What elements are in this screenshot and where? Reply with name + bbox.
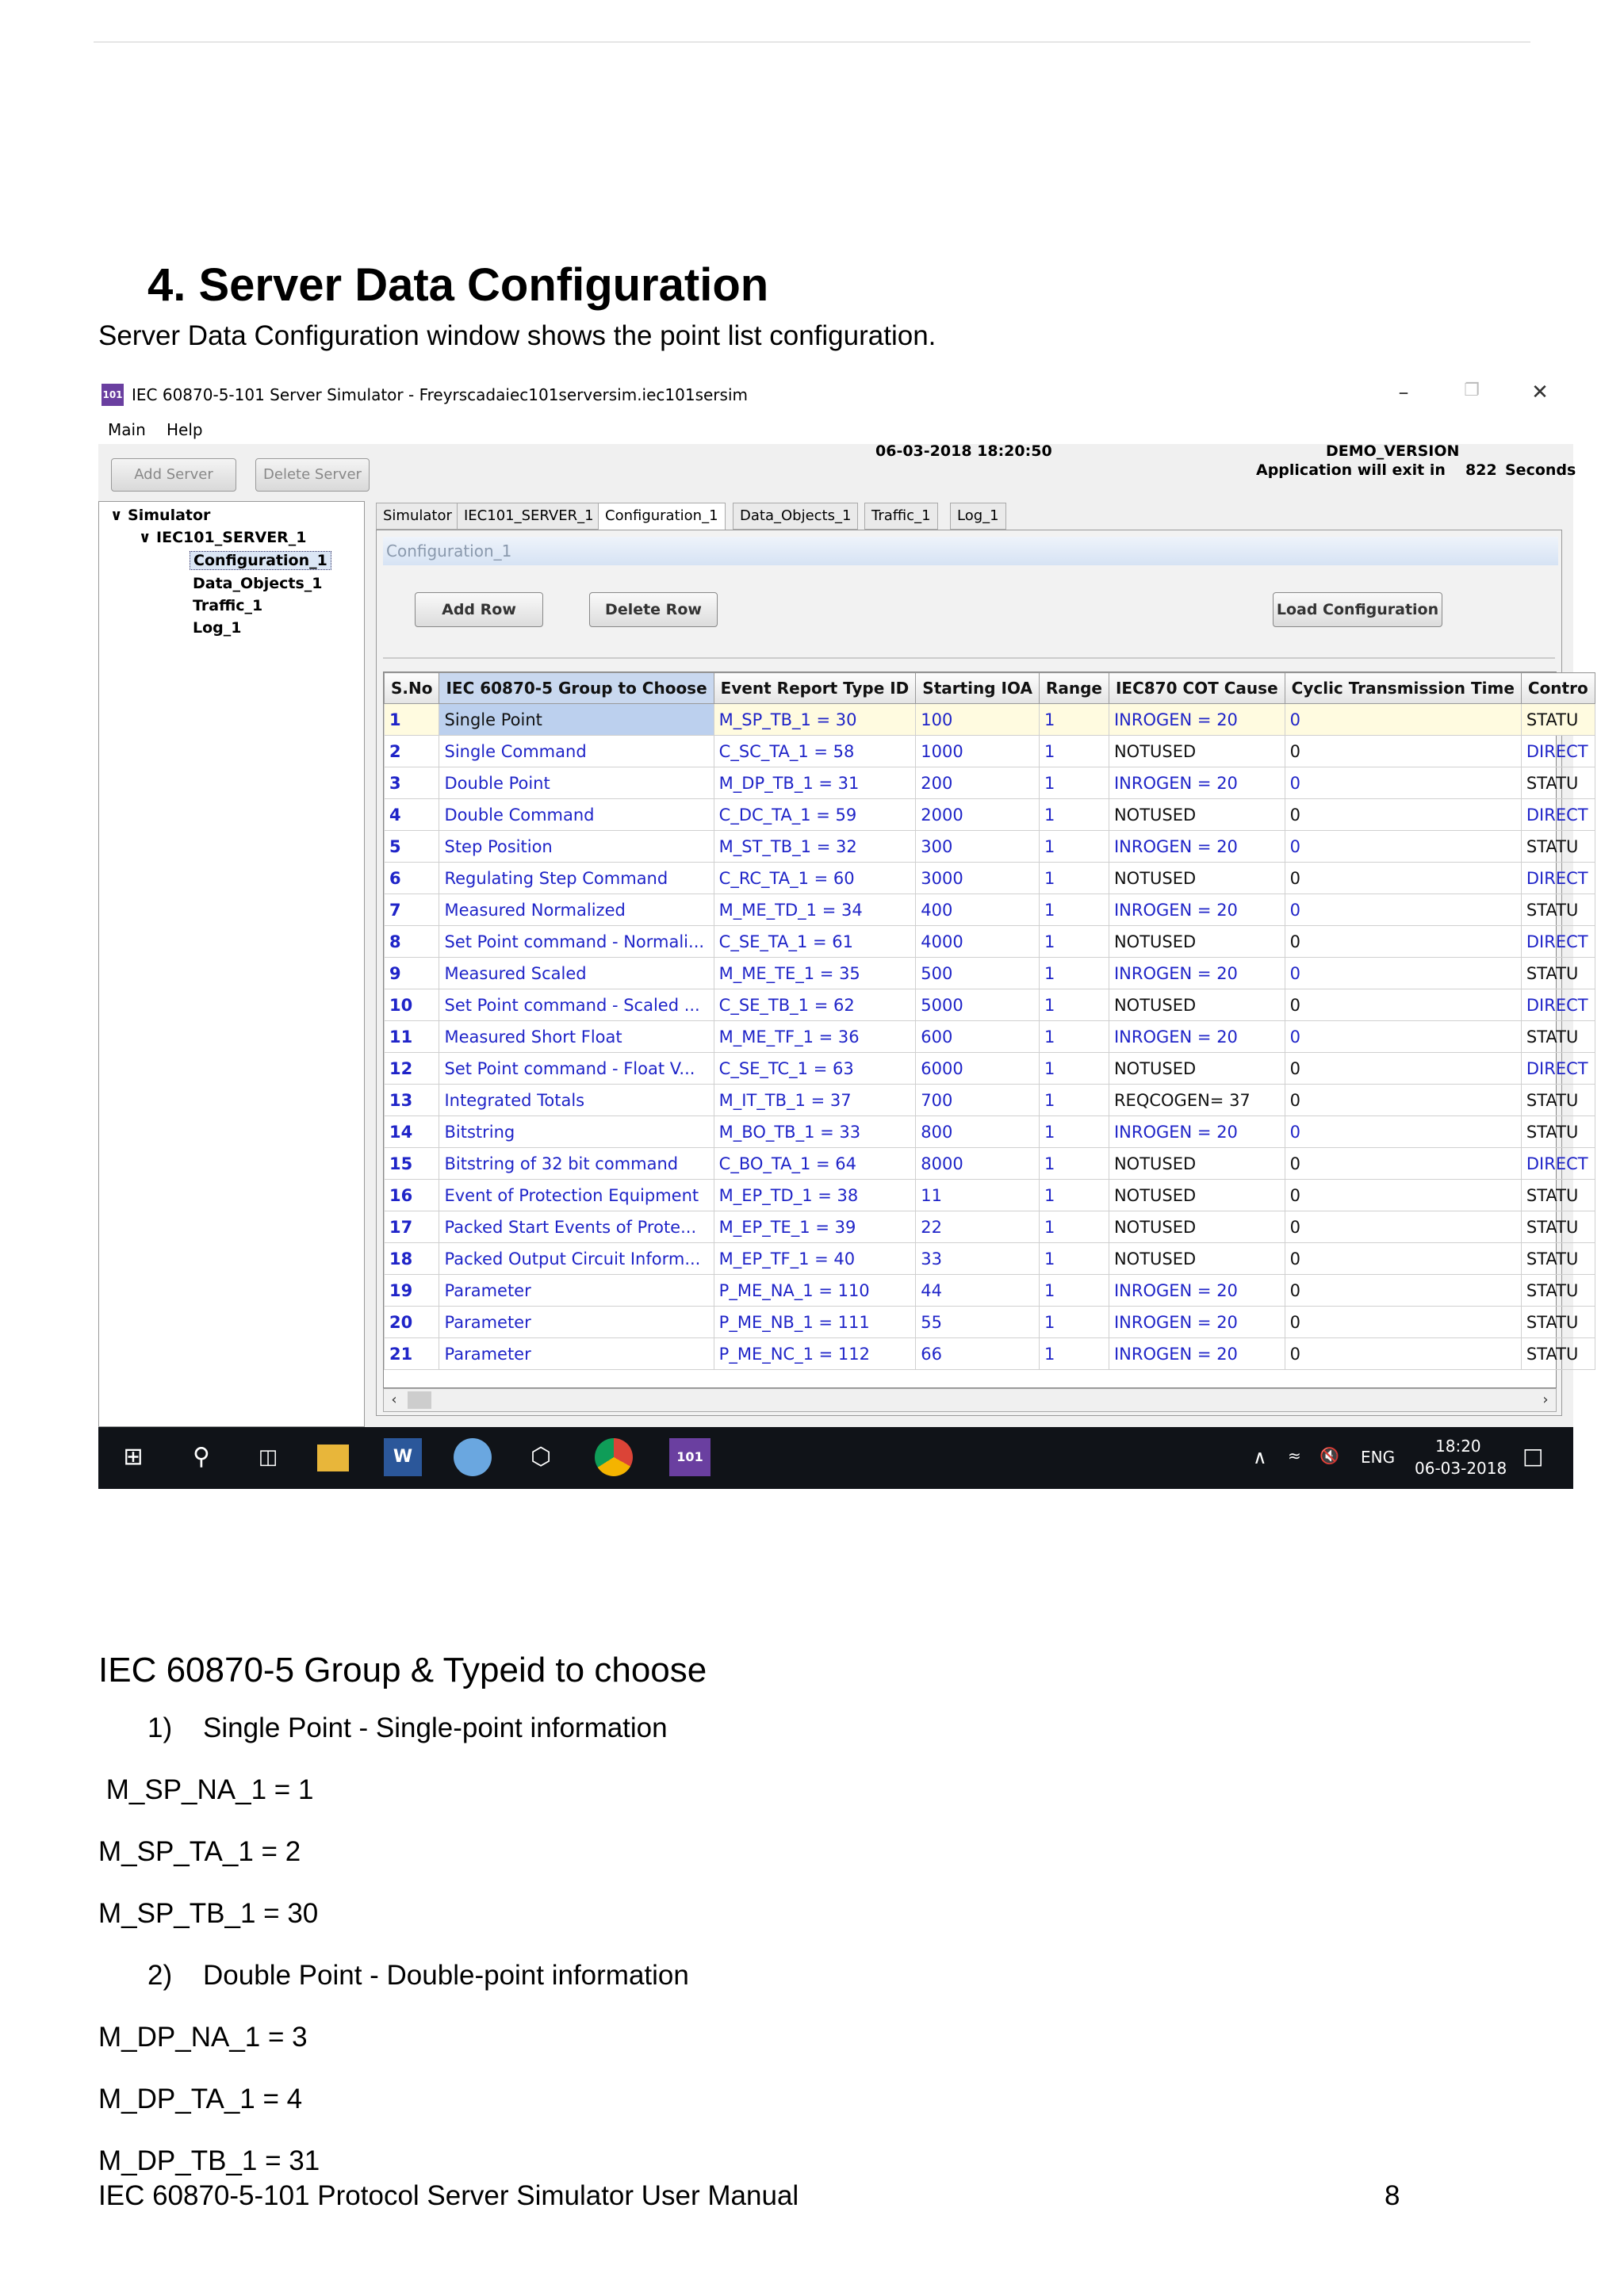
cell-control[interactable]: STATU xyxy=(1521,1180,1595,1211)
close-icon[interactable]: ✕ xyxy=(1531,381,1549,404)
word-icon[interactable]: W xyxy=(384,1438,422,1476)
menu-bar xyxy=(98,415,1573,444)
cell-cot[interactable]: NOTUSED xyxy=(1109,1053,1285,1085)
cell-control[interactable]: DIRECT xyxy=(1521,736,1595,767)
cell-sno[interactable]: 12 xyxy=(385,1053,439,1085)
browser-icon[interactable] xyxy=(454,1438,492,1476)
cell-cyclic[interactable]: 0 xyxy=(1285,1211,1521,1243)
cell-sno[interactable]: 2 xyxy=(385,736,439,767)
cell-cyclic[interactable]: 0 xyxy=(1285,1243,1521,1275)
cell-group[interactable]: Set Point command - Float V... xyxy=(439,1053,714,1085)
panel-title: Configuration_1 xyxy=(383,537,1558,565)
table-row[interactable] xyxy=(385,1021,1595,1053)
cell-cyclic[interactable]: 0 xyxy=(1285,1021,1521,1053)
exit-label: Application will exit in xyxy=(1256,461,1446,479)
cell-control[interactable]: DIRECT xyxy=(1521,1053,1595,1085)
cell-cot[interactable]: INROGEN = 20 xyxy=(1109,1307,1285,1338)
type-line: M_SP_NA_1 = 1 xyxy=(98,1774,314,1805)
cell-range[interactable]: 1 xyxy=(1039,863,1109,894)
horizontal-scrollbar[interactable] xyxy=(383,1388,1557,1412)
cell-type-id[interactable]: C_BO_TA_1 = 64 xyxy=(714,1148,916,1180)
cell-type-id[interactable]: M_ST_TB_1 = 32 xyxy=(714,831,916,863)
cell-type-id[interactable]: M_EP_TF_1 = 40 xyxy=(714,1243,916,1275)
cell-range[interactable]: 1 xyxy=(1039,894,1109,926)
delete-server-button[interactable]: Delete Server xyxy=(255,458,370,492)
col-control[interactable]: Contro xyxy=(1521,673,1595,704)
cell-type-id[interactable]: C_SE_TB_1 = 62 xyxy=(714,989,916,1021)
cell-sno[interactable]: 6 xyxy=(385,863,439,894)
cell-control[interactable]: STATU xyxy=(1521,1307,1595,1338)
cell-ioa[interactable]: 500 xyxy=(916,958,1040,989)
cell-control[interactable]: STATU xyxy=(1521,1211,1595,1243)
demo-version: DEMO_VERSION xyxy=(1326,442,1460,460)
cell-cyclic[interactable]: 0 xyxy=(1285,926,1521,958)
chevron-right-icon[interactable]: › xyxy=(1542,1391,1549,1408)
cell-range[interactable]: 1 xyxy=(1039,767,1109,799)
cell-type-id[interactable]: M_DP_TB_1 = 31 xyxy=(714,767,916,799)
cell-range[interactable]: 1 xyxy=(1039,989,1109,1021)
cell-control[interactable]: STATU xyxy=(1521,1275,1595,1307)
tree-data-objects[interactable]: Data_Objects_1 xyxy=(193,575,323,592)
cell-control[interactable]: STATU xyxy=(1521,894,1595,926)
tree-log[interactable]: Log_1 xyxy=(193,619,242,637)
cell-group[interactable]: Regulating Step Command xyxy=(439,863,714,894)
point-list-table xyxy=(383,672,1588,1388)
cell-cot[interactable]: NOTUSED xyxy=(1109,1243,1285,1275)
cell-range[interactable]: 1 xyxy=(1039,1275,1109,1307)
taskbar xyxy=(98,1427,1573,1489)
cell-range[interactable]: 1 xyxy=(1039,1116,1109,1148)
cell-control[interactable]: DIRECT xyxy=(1521,989,1595,1021)
cell-cyclic[interactable]: 0 xyxy=(1285,831,1521,863)
tree-traffic[interactable]: Traffic_1 xyxy=(193,597,263,614)
cell-group[interactable]: Set Point command - Scaled ... xyxy=(439,989,714,1021)
cell-sno[interactable]: 14 xyxy=(385,1116,439,1148)
tab-configuration[interactable]: Configuration_1 xyxy=(598,503,726,531)
cell-group[interactable]: Single Command xyxy=(439,736,714,767)
cell-group[interactable]: Parameter xyxy=(439,1307,714,1338)
cell-range[interactable]: 1 xyxy=(1039,958,1109,989)
cell-type-id[interactable]: C_SE_TC_1 = 63 xyxy=(714,1053,916,1085)
divider xyxy=(383,657,1555,659)
col-sno[interactable]: S.No xyxy=(385,673,439,704)
cell-control[interactable]: DIRECT xyxy=(1521,799,1595,831)
cell-cot[interactable]: INROGEN = 20 xyxy=(1109,1116,1285,1148)
cell-ioa[interactable]: 600 xyxy=(916,1021,1040,1053)
cell-range[interactable]: 1 xyxy=(1039,1148,1109,1180)
add-server-button[interactable]: Add Server xyxy=(111,458,236,492)
cell-sno[interactable]: 18 xyxy=(385,1243,439,1275)
cell-group[interactable]: Packed Output Circuit Inform... xyxy=(439,1243,714,1275)
cell-type-id[interactable]: M_ME_TE_1 = 35 xyxy=(714,958,916,989)
cell-type-id[interactable]: C_RC_TA_1 = 60 xyxy=(714,863,916,894)
cell-ioa[interactable]: 4000 xyxy=(916,926,1040,958)
tab-log[interactable]: Log_1 xyxy=(950,503,1006,530)
table-row[interactable] xyxy=(385,958,1595,989)
cell-control[interactable]: STATU xyxy=(1521,1116,1595,1148)
table-row[interactable] xyxy=(385,736,1595,767)
table-row[interactable] xyxy=(385,863,1595,894)
cell-type-id[interactable]: M_BO_TB_1 = 33 xyxy=(714,1116,916,1148)
cell-ioa[interactable]: 22 xyxy=(916,1211,1040,1243)
cell-cot[interactable]: REQCOGEN= 37 xyxy=(1109,1085,1285,1116)
cell-range[interactable]: 1 xyxy=(1039,1053,1109,1085)
cell-ioa[interactable]: 1000 xyxy=(916,736,1040,767)
col-cot-cause[interactable]: IEC870 COT Cause xyxy=(1109,673,1285,704)
col-cyclic-time[interactable]: Cyclic Transmission Time xyxy=(1285,673,1521,704)
list-item-1: 1) Single Point - Single-point information xyxy=(147,1712,668,1743)
type-line: M_SP_TB_1 = 30 xyxy=(98,1898,319,1929)
cell-group[interactable]: Measured Normalized xyxy=(439,894,714,926)
cell-group[interactable]: Packed Start Events of Prote... xyxy=(439,1211,714,1243)
footer-title: IEC 60870-5-101 Protocol Server Simulator User Manual xyxy=(98,2180,799,2211)
cell-control[interactable]: STATU xyxy=(1521,704,1595,736)
table-row[interactable] xyxy=(385,1116,1595,1148)
cell-type-id[interactable]: M_EP_TE_1 = 39 xyxy=(714,1211,916,1243)
col-group[interactable]: IEC 60870-5 Group to Choose xyxy=(439,673,714,704)
chrome-icon[interactable] xyxy=(595,1438,633,1476)
cell-sno[interactable]: 20 xyxy=(385,1307,439,1338)
cell-cot[interactable]: INROGEN = 20 xyxy=(1109,1275,1285,1307)
table-row[interactable] xyxy=(385,989,1595,1021)
cell-type-id[interactable]: M_EP_TD_1 = 38 xyxy=(714,1180,916,1211)
menu-main[interactable]: Main xyxy=(108,420,146,439)
app-icon: 101 xyxy=(102,384,124,406)
server-tree xyxy=(98,501,365,1427)
type-line: M_SP_TA_1 = 2 xyxy=(98,1836,301,1867)
cell-cot[interactable]: NOTUSED xyxy=(1109,863,1285,894)
task-view-icon[interactable]: ◫ xyxy=(258,1445,278,1469)
col-type-id[interactable]: Event Report Type ID xyxy=(714,673,916,704)
cell-cot[interactable]: NOTUSED xyxy=(1109,989,1285,1021)
cell-range[interactable]: 1 xyxy=(1039,1338,1109,1370)
tree-simulator[interactable]: ∨ Simulator xyxy=(110,507,211,524)
table-row[interactable] xyxy=(385,1211,1595,1243)
title-bar xyxy=(98,379,1573,415)
cell-cyclic[interactable]: 0 xyxy=(1285,704,1521,736)
cell-group[interactable]: Parameter xyxy=(439,1338,714,1370)
cell-cot[interactable]: INROGEN = 20 xyxy=(1109,894,1285,926)
cell-group[interactable]: Measured Scaled xyxy=(439,958,714,989)
cell-sno[interactable]: 1 xyxy=(385,704,439,736)
search-icon[interactable]: ⚲ xyxy=(193,1443,210,1471)
cell-ioa[interactable]: 200 xyxy=(916,767,1040,799)
cell-sno[interactable]: 11 xyxy=(385,1021,439,1053)
section-heading: 4. Server Data Configuration xyxy=(147,259,769,311)
chevron-up-icon[interactable]: ∧ xyxy=(1253,1446,1267,1468)
cell-group[interactable]: Double Point xyxy=(439,767,714,799)
cell-sno[interactable]: 19 xyxy=(385,1275,439,1307)
cell-control[interactable]: DIRECT xyxy=(1521,863,1595,894)
datetime: 06-03-2018 18:20:50 xyxy=(875,442,1052,460)
cell-control[interactable]: STATU xyxy=(1521,831,1595,863)
tree-server[interactable]: ∨ IEC101_SERVER_1 xyxy=(139,529,307,546)
minimize-icon[interactable]: – xyxy=(1398,381,1409,404)
notification-icon[interactable]: □ xyxy=(1522,1443,1544,1469)
cell-cyclic[interactable]: 0 xyxy=(1285,736,1521,767)
cell-cot[interactable]: NOTUSED xyxy=(1109,736,1285,767)
cell-sno[interactable]: 15 xyxy=(385,1148,439,1180)
cell-sno[interactable]: 5 xyxy=(385,831,439,863)
cell-ioa[interactable]: 8000 xyxy=(916,1148,1040,1180)
cell-ioa[interactable]: 33 xyxy=(916,1243,1040,1275)
cell-type-id[interactable]: C_SE_TA_1 = 61 xyxy=(714,926,916,958)
clock-time[interactable]: 18:20 xyxy=(1435,1437,1481,1456)
menu-help[interactable]: Help xyxy=(167,420,203,439)
table-row[interactable] xyxy=(385,704,1595,736)
scroll-thumb[interactable] xyxy=(408,1391,431,1409)
cell-type-id[interactable]: M_IT_TB_1 = 37 xyxy=(714,1085,916,1116)
intro-text: Server Data Configuration window shows the point list configuration. xyxy=(98,320,936,351)
cell-group[interactable]: Event of Protection Equipment xyxy=(439,1180,714,1211)
windows-start-icon[interactable]: ⊞ xyxy=(123,1443,144,1471)
cell-control[interactable]: STATU xyxy=(1521,958,1595,989)
cell-ioa[interactable]: 3000 xyxy=(916,863,1040,894)
cell-range[interactable]: 1 xyxy=(1039,831,1109,863)
tab-server[interactable]: IEC101_SERVER_1 xyxy=(457,503,601,530)
cell-group[interactable]: Single Point xyxy=(439,704,714,736)
exit-seconds: 822 xyxy=(1465,461,1497,479)
wifi-icon[interactable]: ≈ xyxy=(1288,1446,1301,1465)
volume-muted-icon[interactable]: 🔇 xyxy=(1320,1446,1339,1465)
cell-control[interactable]: STATU xyxy=(1521,1085,1595,1116)
cell-cot[interactable]: INROGEN = 20 xyxy=(1109,1338,1285,1370)
cell-ioa[interactable]: 55 xyxy=(916,1307,1040,1338)
cell-control[interactable]: STATU xyxy=(1521,1243,1595,1275)
cell-group[interactable]: Double Command xyxy=(439,799,714,831)
cell-ioa[interactable]: 2000 xyxy=(916,799,1040,831)
cell-cyclic[interactable]: 0 xyxy=(1285,767,1521,799)
cell-type-id[interactable]: C_SC_TA_1 = 58 xyxy=(714,736,916,767)
cell-cyclic[interactable]: 0 xyxy=(1285,894,1521,926)
cell-ioa[interactable]: 400 xyxy=(916,894,1040,926)
cell-control[interactable]: DIRECT xyxy=(1521,926,1595,958)
cell-ioa[interactable]: 300 xyxy=(916,831,1040,863)
cell-type-id[interactable]: M_SP_TB_1 = 30 xyxy=(714,704,916,736)
clock-date[interactable]: 06-03-2018 xyxy=(1415,1459,1507,1478)
seconds-label: Seconds xyxy=(1505,461,1576,479)
cell-sno[interactable]: 8 xyxy=(385,926,439,958)
box-app-icon[interactable]: ⬡ xyxy=(530,1443,552,1471)
table-row[interactable] xyxy=(385,926,1595,958)
cell-cyclic[interactable]: 0 xyxy=(1285,1307,1521,1338)
cell-cyclic[interactable]: 0 xyxy=(1285,958,1521,989)
cell-ioa[interactable]: 700 xyxy=(916,1085,1040,1116)
cell-group[interactable]: Bitstring of 32 bit command xyxy=(439,1148,714,1180)
cell-sno[interactable]: 21 xyxy=(385,1338,439,1370)
cell-sno[interactable]: 3 xyxy=(385,767,439,799)
cell-cyclic[interactable]: 0 xyxy=(1285,1180,1521,1211)
cell-cyclic[interactable]: 0 xyxy=(1285,989,1521,1021)
simulator-screenshot xyxy=(98,379,1588,1489)
tab-traffic[interactable]: Traffic_1 xyxy=(864,503,938,530)
restore-icon[interactable]: ❐ xyxy=(1464,381,1480,400)
cell-cot[interactable]: INROGEN = 20 xyxy=(1109,831,1285,863)
chevron-down-icon[interactable]: ∨ xyxy=(110,507,128,524)
simulator-taskbar-icon[interactable]: 101 xyxy=(669,1438,710,1476)
point-table xyxy=(384,672,1595,1370)
cell-cot[interactable]: NOTUSED xyxy=(1109,1180,1285,1211)
page-number: 8 xyxy=(1385,2180,1400,2211)
table-row[interactable] xyxy=(385,1148,1595,1180)
cell-ioa[interactable]: 5000 xyxy=(916,989,1040,1021)
cell-cyclic[interactable]: 0 xyxy=(1285,1148,1521,1180)
cell-control[interactable]: STATU xyxy=(1521,1338,1595,1370)
cell-cot[interactable]: NOTUSED xyxy=(1109,1148,1285,1180)
cell-cyclic[interactable]: 0 xyxy=(1285,1275,1521,1307)
cell-sno[interactable]: 4 xyxy=(385,799,439,831)
cell-control[interactable]: DIRECT xyxy=(1521,1148,1595,1180)
cell-sno[interactable]: 7 xyxy=(385,894,439,926)
cell-cot[interactable]: INROGEN = 20 xyxy=(1109,704,1285,736)
load-configuration-button[interactable]: Load Configuration xyxy=(1273,592,1442,627)
subsection-title: IEC 60870-5 Group & Typeid to choose xyxy=(98,1651,707,1689)
cell-group[interactable]: Measured Short Float xyxy=(439,1021,714,1053)
cell-cyclic[interactable]: 0 xyxy=(1285,1053,1521,1085)
cell-ioa[interactable]: 100 xyxy=(916,704,1040,736)
cell-sno[interactable]: 13 xyxy=(385,1085,439,1116)
cell-range[interactable]: 1 xyxy=(1039,1180,1109,1211)
type-line: M_DP_TB_1 = 31 xyxy=(98,2145,320,2176)
cell-cot[interactable]: NOTUSED xyxy=(1109,1211,1285,1243)
cell-cot[interactable]: NOTUSED xyxy=(1109,926,1285,958)
configuration-panel xyxy=(376,530,1588,1416)
cell-type-id[interactable]: M_ME_TF_1 = 36 xyxy=(714,1021,916,1053)
table-header-row xyxy=(385,673,1595,704)
type-line: M_DP_TA_1 = 4 xyxy=(98,2084,303,2114)
cell-type-id[interactable]: P_ME_NC_1 = 112 xyxy=(714,1338,916,1370)
cell-cyclic[interactable]: 0 xyxy=(1285,799,1521,831)
cell-type-id[interactable]: M_ME_TD_1 = 34 xyxy=(714,894,916,926)
cell-range[interactable]: 1 xyxy=(1039,1307,1109,1338)
cell-sno[interactable]: 9 xyxy=(385,958,439,989)
cell-range[interactable]: 1 xyxy=(1039,1085,1109,1116)
col-range[interactable]: Range xyxy=(1039,673,1109,704)
cell-cyclic[interactable]: 0 xyxy=(1285,1085,1521,1116)
cell-ioa[interactable]: 800 xyxy=(916,1116,1040,1148)
cell-range[interactable]: 1 xyxy=(1039,1243,1109,1275)
chevron-down-icon[interactable]: ∨ xyxy=(139,529,157,546)
tab-data-objects[interactable]: Data_Objects_1 xyxy=(733,503,858,530)
cell-sno[interactable]: 16 xyxy=(385,1180,439,1211)
cell-type-id[interactable]: P_ME_NA_1 = 110 xyxy=(714,1275,916,1307)
table-row[interactable] xyxy=(385,1053,1595,1085)
cell-cot[interactable]: INROGEN = 20 xyxy=(1109,767,1285,799)
cell-control[interactable]: STATU xyxy=(1521,1021,1595,1053)
tab-simulator[interactable]: Simulator xyxy=(376,503,459,530)
cell-group[interactable]: Set Point command - Normali... xyxy=(439,926,714,958)
table-row[interactable] xyxy=(385,1275,1595,1307)
cell-range[interactable]: 1 xyxy=(1039,926,1109,958)
cell-cyclic[interactable]: 0 xyxy=(1285,1116,1521,1148)
file-explorer-icon[interactable] xyxy=(317,1445,349,1471)
cell-range[interactable]: 1 xyxy=(1039,1211,1109,1243)
table-row[interactable] xyxy=(385,1180,1595,1211)
cell-range[interactable]: 1 xyxy=(1039,799,1109,831)
cell-range[interactable]: 1 xyxy=(1039,1021,1109,1053)
type-line: M_DP_NA_1 = 3 xyxy=(98,2022,308,2053)
table-row[interactable] xyxy=(385,1338,1595,1370)
table-row[interactable] xyxy=(385,1243,1595,1275)
table-row[interactable] xyxy=(385,799,1595,831)
table-row[interactable] xyxy=(385,894,1595,926)
cell-cyclic[interactable]: 0 xyxy=(1285,863,1521,894)
cell-sno[interactable]: 10 xyxy=(385,989,439,1021)
cell-range[interactable]: 1 xyxy=(1039,736,1109,767)
chevron-left-icon[interactable]: ‹ xyxy=(391,1391,397,1408)
cell-control[interactable]: STATU xyxy=(1521,767,1595,799)
cell-group[interactable]: Bitstring xyxy=(439,1116,714,1148)
cell-group[interactable]: Integrated Totals xyxy=(439,1085,714,1116)
cell-cyclic[interactable]: 0 xyxy=(1285,1338,1521,1370)
language-indicator[interactable]: ENG xyxy=(1361,1448,1396,1467)
window-title: IEC 60870-5-101 Server Simulator - Freyrscadaiec101serversim.iec101sersim xyxy=(132,385,748,404)
tree-configuration[interactable]: Configuration_1 xyxy=(190,551,331,570)
cell-group[interactable]: Parameter xyxy=(439,1275,714,1307)
cell-ioa[interactable]: 44 xyxy=(916,1275,1040,1307)
cell-ioa[interactable]: 11 xyxy=(916,1180,1040,1211)
table-row[interactable] xyxy=(385,767,1595,799)
table-row[interactable] xyxy=(385,1085,1595,1116)
add-row-button[interactable]: Add Row xyxy=(415,592,543,627)
cell-cot[interactable]: INROGEN = 20 xyxy=(1109,958,1285,989)
list-item-2: 2) Double Point - Double-point information xyxy=(147,1960,689,1991)
cell-group[interactable]: Step Position xyxy=(439,831,714,863)
col-starting-ioa[interactable]: Starting IOA xyxy=(916,673,1040,704)
cell-cot[interactable]: NOTUSED xyxy=(1109,799,1285,831)
cell-range[interactable]: 1 xyxy=(1039,704,1109,736)
cell-cot[interactable]: INROGEN = 20 xyxy=(1109,1021,1285,1053)
cell-sno[interactable]: 17 xyxy=(385,1211,439,1243)
table-row[interactable] xyxy=(385,1307,1595,1338)
header-rule xyxy=(94,41,1530,43)
cell-ioa[interactable]: 66 xyxy=(916,1338,1040,1370)
cell-type-id[interactable]: P_ME_NB_1 = 111 xyxy=(714,1307,916,1338)
cell-ioa[interactable]: 6000 xyxy=(916,1053,1040,1085)
delete-row-button[interactable]: Delete Row xyxy=(589,592,718,627)
table-row[interactable] xyxy=(385,831,1595,863)
cell-type-id[interactable]: C_DC_TA_1 = 59 xyxy=(714,799,916,831)
